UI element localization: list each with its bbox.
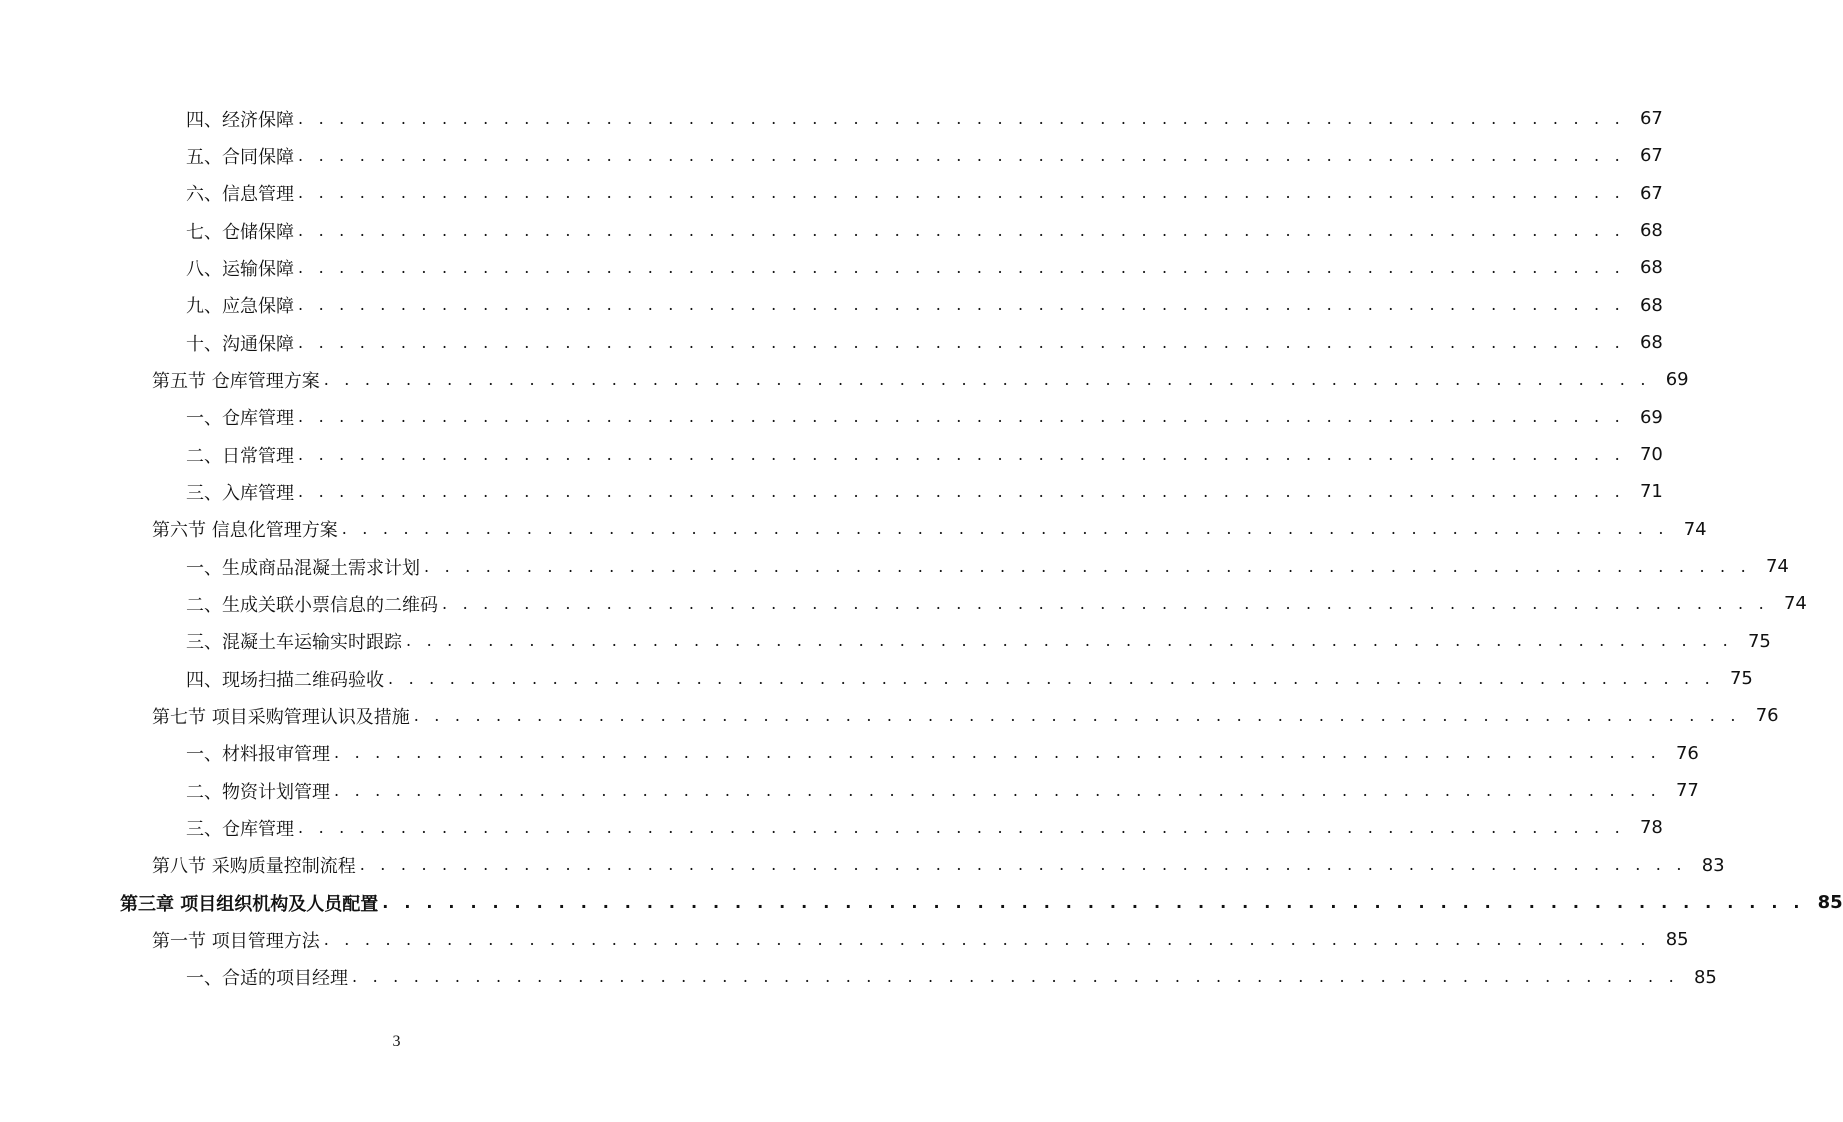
toc-entry-page: 78 bbox=[1639, 817, 1663, 839]
toc-entry[interactable] bbox=[0, 436, 1663, 473]
toc-dot-leader: . . . . . . . . . . . . . . . . . . . . . . . . . . . . . . . . . . . . . . . . . . . . . . . . . . . . . . . . . . . . . . . . . bbox=[298, 145, 1625, 165]
toc-entry-title: 第五节 仓库管理方案 bbox=[152, 370, 320, 392]
toc-entry-page: 76 bbox=[1675, 742, 1699, 764]
toc-entry[interactable] bbox=[0, 921, 1689, 958]
toc-entry-title: 一、生成商品混凝土需求计划 bbox=[186, 557, 420, 579]
toc-entry-title: 二、物资计划管理 bbox=[186, 781, 330, 803]
toc-entry[interactable] bbox=[0, 585, 1807, 622]
toc-entry-page: 74 bbox=[1683, 518, 1707, 540]
toc-entry[interactable] bbox=[0, 324, 1663, 361]
toc-entry[interactable] bbox=[0, 847, 1725, 884]
table-of-contents bbox=[0, 100, 1843, 996]
toc-entry[interactable] bbox=[0, 660, 1753, 697]
toc-entry-page: 76 bbox=[1755, 705, 1779, 727]
toc-entry-page: 74 bbox=[1783, 593, 1807, 615]
toc-entry-title: 一、仓库管理 bbox=[186, 408, 294, 430]
toc-entry-page: 68 bbox=[1639, 220, 1663, 242]
toc-entry-title: 第六节 信息化管理方案 bbox=[152, 520, 338, 542]
toc-entry-page: 68 bbox=[1639, 294, 1663, 316]
toc-entry[interactable] bbox=[0, 511, 1707, 548]
toc-entry[interactable] bbox=[0, 175, 1663, 212]
toc-entry-title: 九、应急保障 bbox=[186, 296, 294, 318]
toc-dot-leader: . . . . . . . . . . . . . . . . . . . . . . . . . . . . . . . . . . . . . . . . . . . . . . . . . . . . . . . . . . . . . . . . . bbox=[388, 668, 1715, 688]
toc-dot-leader: . . . . . . . . . . . . . . . . . . . . . . . . . . . . . . . . . . . . . . . . . . . . . . . . . . . . . . . . . . . . . . . . . bbox=[382, 892, 1805, 912]
toc-entry-page: 85 bbox=[1665, 929, 1689, 951]
toc-entry-title: 一、材料报审管理 bbox=[186, 744, 330, 766]
toc-dot-leader: . . . . . . . . . . . . . . . . . . . . . . . . . . . . . . . . . . . . . . . . . . . . . . . . . . . . . . . . . . . . . . . . . bbox=[298, 817, 1625, 837]
toc-entry-page: 77 bbox=[1675, 780, 1699, 802]
toc-dot-leader: . . . . . . . . . . . . . . . . . . . . . . . . . . . . . . . . . . . . . . . . . . . . . . . . . . . . . . . . . . . . . . . . . bbox=[341, 519, 1669, 539]
toc-entry[interactable] bbox=[0, 249, 1663, 286]
toc-entry[interactable] bbox=[0, 884, 1843, 921]
toc-entry[interactable] bbox=[0, 100, 1663, 137]
toc-entry[interactable] bbox=[0, 399, 1663, 436]
toc-entry-title: 四、经济保障 bbox=[186, 109, 294, 131]
toc-entry-title: 三、仓库管理 bbox=[186, 818, 294, 840]
toc-entry-page: 70 bbox=[1639, 444, 1663, 466]
toc-entry-page: 75 bbox=[1747, 630, 1771, 652]
toc-entry-title: 三、入库管理 bbox=[186, 482, 294, 504]
toc-dot-leader: . . . . . . . . . . . . . . . . . . . . . . . . . . . . . . . . . . . . . . . . . . . . . . . . . . . . . . . . . . . . . . . . . bbox=[298, 481, 1625, 501]
toc-entry-title: 第一节 项目管理方法 bbox=[152, 930, 320, 952]
toc-dot-leader: . . . . . . . . . . . . . . . . . . . . . . . . . . . . . . . . . . . . . . . . . . . . . . . . . . . . . . . . . . . . . . . . . bbox=[413, 705, 1741, 725]
toc-entry-page: 85 bbox=[1693, 966, 1717, 988]
toc-dot-leader: . . . . . . . . . . . . . . . . . . . . . . . . . . . . . . . . . . . . . . . . . . . . . . . . . . . . . . . . . . . . . . . . . bbox=[298, 257, 1625, 277]
toc-dot-leader: . . . . . . . . . . . . . . . . . . . . . . . . . . . . . . . . . . . . . . . . . . . . . . . . . . . . . . . . . . . . . . . . . bbox=[323, 369, 1651, 389]
toc-entry-title: 七、仓储保障 bbox=[186, 221, 294, 243]
toc-entry-page: 68 bbox=[1639, 257, 1663, 279]
toc-dot-leader: . . . . . . . . . . . . . . . . . . . . . . . . . . . . . . . . . . . . . . . . . . . . . . . . . . . . . . . . . . . . . . . . . bbox=[298, 444, 1625, 464]
toc-dot-leader: . . . . . . . . . . . . . . . . . . . . . . . . . . . . . . . . . . . . . . . . . . . . . . . . . . . . . . . . . . . . . . . . . bbox=[298, 295, 1625, 315]
toc-dot-leader: . . . . . . . . . . . . . . . . . . . . . . . . . . . . . . . . . . . . . . . . . . . . . . . . . . . . . . . . . . . . . . . . . bbox=[323, 929, 1651, 949]
toc-entry-title: 五、合同保障 bbox=[186, 146, 294, 168]
toc-entry-title: 第八节 采购质量控制流程 bbox=[152, 856, 356, 878]
toc-entry-page: 69 bbox=[1665, 369, 1689, 391]
toc-entry-title: 六、信息管理 bbox=[186, 184, 294, 206]
toc-dot-leader: . . . . . . . . . . . . . . . . . . . . . . . . . . . . . . . . . . . . . . . . . . . . . . . . . . . . . . . . . . . . . . . . . bbox=[298, 407, 1625, 427]
toc-entry[interactable] bbox=[0, 473, 1663, 510]
toc-dot-leader: . . . . . . . . . . . . . . . . . . . . . . . . . . . . . . . . . . . . . . . . . . . . . . . . . . . . . . . . . . . . . . . . . bbox=[298, 183, 1625, 203]
toc-entry-page: 67 bbox=[1639, 108, 1663, 130]
toc-entry-page: 68 bbox=[1639, 332, 1663, 354]
toc-entry-title: 十、沟通保障 bbox=[186, 333, 294, 355]
toc-entry-title: 第七节 项目采购管理认识及措施 bbox=[152, 706, 410, 728]
toc-dot-leader: . . . . . . . . . . . . . . . . . . . . . . . . . . . . . . . . . . . . . . . . . . . . . . . . . . . . . . . . . . . . . . . . . bbox=[298, 108, 1625, 128]
toc-entry-title: 四、现场扫描二维码验收 bbox=[186, 669, 384, 691]
toc-entry[interactable] bbox=[0, 287, 1663, 324]
toc-dot-leader: . . . . . . . . . . . . . . . . . . . . . . . . . . . . . . . . . . . . . . . . . . . . . . . . . . . . . . . . . . . . . . . . . bbox=[334, 780, 1661, 800]
toc-entry[interactable] bbox=[0, 697, 1779, 734]
toc-dot-leader: . . . . . . . . . . . . . . . . . . . . . . . . . . . . . . . . . . . . . . . . . . . . . . . . . . . . . . . . . . . . . . . . . bbox=[334, 743, 1661, 763]
toc-entry-page: 67 bbox=[1639, 145, 1663, 167]
toc-dot-leader: . . . . . . . . . . . . . . . . . . . . . . . . . . . . . . . . . . . . . . . . . . . . . . . . . . . . . . . . . . . . . . . . . bbox=[298, 220, 1625, 240]
toc-entry-page: 67 bbox=[1639, 182, 1663, 204]
toc-dot-leader: . . . . . . . . . . . . . . . . . . . . . . . . . . . . . . . . . . . . . . . . . . . . . . . . . . . . . . . . . . . . . . . . . bbox=[298, 332, 1625, 352]
toc-dot-leader: . . . . . . . . . . . . . . . . . . . . . . . . . . . . . . . . . . . . . . . . . . . . . . . . . . . . . . . . . . . . . . . . . bbox=[424, 556, 1751, 576]
toc-entry[interactable] bbox=[0, 361, 1689, 398]
toc-entry-page: 85 bbox=[1817, 892, 1843, 914]
toc-entry-page: 83 bbox=[1701, 854, 1725, 876]
toc-entry-title: 三、混凝土车运输实时跟踪 bbox=[186, 632, 402, 654]
toc-entry[interactable] bbox=[0, 137, 1663, 174]
toc-entry[interactable] bbox=[0, 212, 1663, 249]
toc-entry[interactable] bbox=[0, 959, 1717, 996]
toc-entry[interactable] bbox=[0, 772, 1699, 809]
toc-dot-leader: . . . . . . . . . . . . . . . . . . . . . . . . . . . . . . . . . . . . . . . . . . . . . . . . . . . . . . . . . . . . . . . . . bbox=[406, 631, 1733, 651]
toc-entry-page: 71 bbox=[1639, 481, 1663, 503]
toc-entry-title: 八、运输保障 bbox=[186, 258, 294, 280]
toc-entry-page: 69 bbox=[1639, 406, 1663, 428]
toc-entry-page: 75 bbox=[1729, 668, 1753, 690]
toc-entry[interactable] bbox=[0, 735, 1699, 772]
toc-dot-leader: . . . . . . . . . . . . . . . . . . . . . . . . . . . . . . . . . . . . . . . . . . . . . . . . . . . . . . . . . . . . . . . . . bbox=[352, 967, 1679, 987]
toc-entry-page: 74 bbox=[1765, 556, 1789, 578]
toc-entry-title: 二、日常管理 bbox=[186, 445, 294, 467]
page-number: 3 bbox=[392, 1033, 401, 1050]
toc-entry-title: 第三章 项目组织机构及人员配置 bbox=[120, 893, 379, 915]
toc-entry-title: 一、合适的项目经理 bbox=[186, 968, 348, 990]
toc-dot-leader: . . . . . . . . . . . . . . . . . . . . . . . . . . . . . . . . . . . . . . . . . . . . . . . . . . . . . . . . . . . . . . . . . bbox=[359, 855, 1687, 875]
toc-entry[interactable] bbox=[0, 623, 1771, 660]
toc-dot-leader: . . . . . . . . . . . . . . . . . . . . . . . . . . . . . . . . . . . . . . . . . . . . . . . . . . . . . . . . . . . . . . . . . bbox=[442, 593, 1769, 613]
toc-entry-title: 二、生成关联小票信息的二维码 bbox=[186, 594, 438, 616]
toc-entry[interactable] bbox=[0, 548, 1789, 585]
toc-entry[interactable] bbox=[0, 809, 1663, 846]
